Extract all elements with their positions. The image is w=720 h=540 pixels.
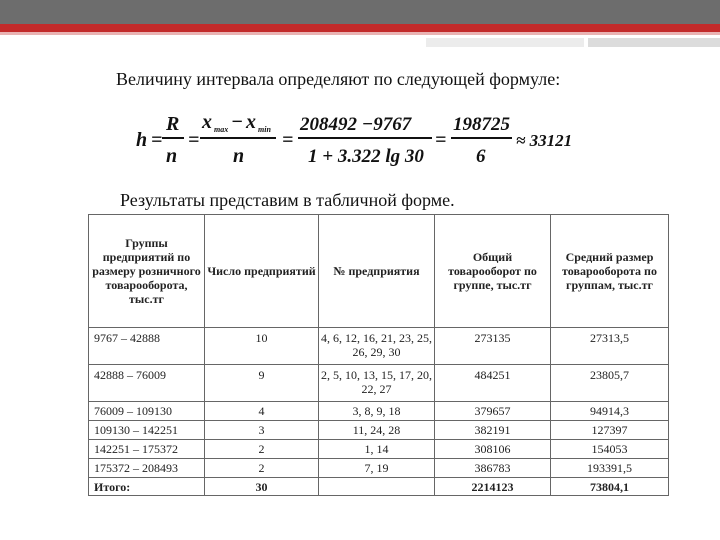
cell-avg: 27313,5 <box>551 328 669 365</box>
table-header-row <box>89 215 669 328</box>
interval-formula <box>136 108 576 170</box>
slide-top-bar <box>0 0 720 24</box>
cell-avg: 127397 <box>551 421 669 440</box>
cell-total: 484251 <box>435 365 551 402</box>
cell-ids: 2, 5, 10, 13, 15, 17, 20, 22, 27 <box>319 365 435 402</box>
cell-total-ids <box>319 478 435 496</box>
formula-xmin: x <box>246 111 256 133</box>
cell-range: 76009 – 109130 <box>89 402 205 421</box>
cell-avg: 94914,3 <box>551 402 669 421</box>
cell-count: 3 <box>205 421 319 440</box>
formula-eq-3: = <box>282 129 294 151</box>
formula-max-sub: max <box>214 125 229 134</box>
header-groups: Группы предприятий по размеру розничного товарооборота, тыс.тг <box>89 215 205 328</box>
header-count: Число предприятий <box>205 215 319 328</box>
cell-total-label: Итого: <box>89 478 205 496</box>
table-total-row <box>89 478 669 496</box>
cell-count: 2 <box>205 440 319 459</box>
cell-ids: 3, 8, 9, 18 <box>319 402 435 421</box>
header-total: Общий товарооборот по группе, тыс.тг <box>435 215 551 328</box>
cell-ids: 1, 14 <box>319 440 435 459</box>
formula-denominator-2: 6 <box>476 146 486 167</box>
cell-range: 109130 – 142251 <box>89 421 205 440</box>
table-row <box>89 440 669 459</box>
formula-eq-2: = <box>188 129 200 151</box>
cell-count: 2 <box>205 459 319 478</box>
cell-range: 175372 – 208493 <box>89 459 205 478</box>
formula-h: h <box>136 129 148 151</box>
cell-range: 42888 – 76009 <box>89 365 205 402</box>
cell-count: 10 <box>205 328 319 365</box>
cell-avg: 193391,5 <box>551 459 669 478</box>
cell-count: 4 <box>205 402 319 421</box>
cell-range: 142251 – 175372 <box>89 440 205 459</box>
cell-total: 382191 <box>435 421 551 440</box>
formula-result: ≈ 33121 <box>516 131 573 150</box>
formula-minus: − <box>231 111 244 133</box>
formula-numerator-2: 198725 <box>453 114 510 135</box>
table-row <box>89 328 669 365</box>
slide-accent-line-light <box>0 32 720 35</box>
table-row <box>89 365 669 402</box>
slide-decor-bar <box>426 38 584 47</box>
slide-accent-line <box>0 24 720 32</box>
slide-decor-bar-2 <box>588 38 720 47</box>
cell-total: 273135 <box>435 328 551 365</box>
cell-total: 386783 <box>435 459 551 478</box>
table-row <box>89 402 669 421</box>
cell-avg: 154053 <box>551 440 669 459</box>
cell-total: 379657 <box>435 402 551 421</box>
cell-total: 308106 <box>435 440 551 459</box>
cell-total-sum: 2214123 <box>435 478 551 496</box>
cell-ids: 7, 19 <box>319 459 435 478</box>
formula-r: R <box>166 113 180 135</box>
results-table <box>88 214 669 496</box>
formula-eq-4: = <box>435 129 447 151</box>
formula-n-2: n <box>233 145 245 167</box>
formula-xmax: x <box>202 111 212 133</box>
formula-eq-1: = <box>151 129 163 151</box>
table-row <box>89 421 669 440</box>
slide-heading: Величину интервала определяют по следующей формуле: <box>116 69 561 89</box>
slide-subheading: Результаты представим в табличной форме. <box>120 190 455 210</box>
formula-numerator-1: 208492 −9767 <box>300 114 412 135</box>
cell-total-count: 30 <box>205 478 319 496</box>
cell-total-avg: 73804,1 <box>551 478 669 496</box>
header-avg: Средний размер товарооборота по группам, тыс.тг <box>551 215 669 328</box>
formula-min-sub: min <box>258 125 271 134</box>
cell-range: 9767 – 42888 <box>89 328 205 365</box>
cell-ids: 11, 24, 28 <box>319 421 435 440</box>
cell-count: 9 <box>205 365 319 402</box>
table-row <box>89 459 669 478</box>
header-ids: № предприятия <box>319 215 435 328</box>
cell-ids: 4, 6, 12, 16, 21, 23, 25, 26, 29, 30 <box>319 328 435 365</box>
formula-n-1: n <box>166 145 178 167</box>
cell-avg: 23805,7 <box>551 365 669 402</box>
formula-denominator-1: 1 + 3.322 lg 30 <box>308 146 424 167</box>
